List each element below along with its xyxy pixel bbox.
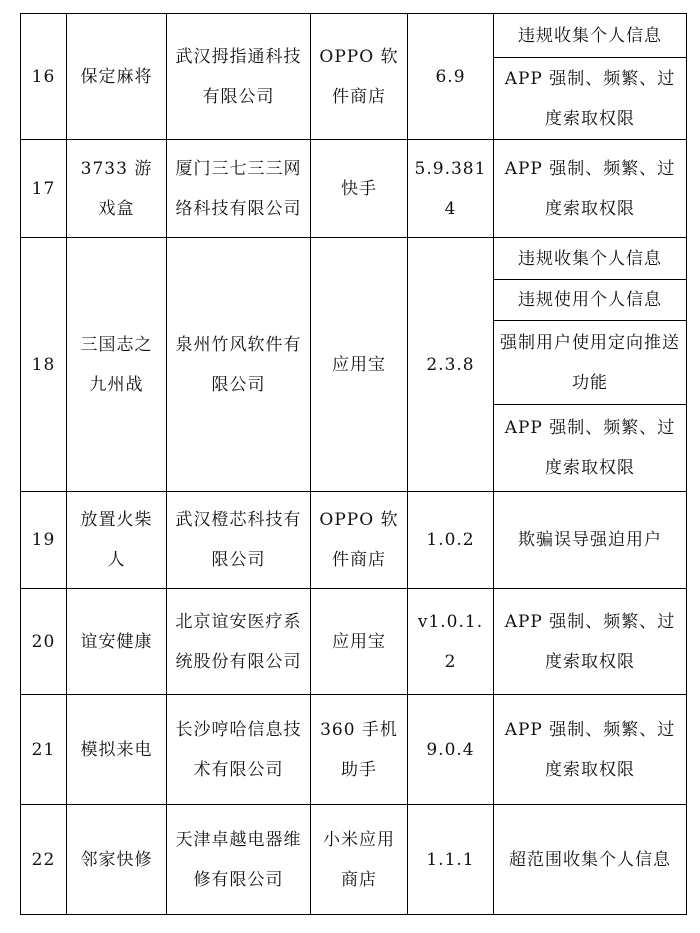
table-row xyxy=(21,805,687,915)
app-violation-table-container xyxy=(20,13,687,915)
version-cell: 5.9.3814 xyxy=(408,140,494,238)
store-cell: OPPO 软件商店 xyxy=(311,14,408,140)
company-cell: 北京谊安医疗系统股份有限公司 xyxy=(167,589,311,695)
store-cell: 应用宝 xyxy=(311,238,408,492)
company-cell: 武汉拇指通科技有限公司 xyxy=(167,14,311,140)
app-violation-table xyxy=(20,13,687,915)
issue-cell: 强制用户使用定向推送功能 xyxy=(494,321,687,405)
app-name-cell: 保定麻将 xyxy=(67,14,167,140)
issue-cell: 超范围收集个人信息 xyxy=(494,805,687,915)
store-cell: 应用宝 xyxy=(311,589,408,695)
table-row xyxy=(21,14,687,58)
version-cell: 2.3.8 xyxy=(408,238,494,492)
store-cell: 360 手机助手 xyxy=(311,695,408,805)
store-cell: OPPO 软件商店 xyxy=(311,492,408,589)
issue-cell: 违规收集个人信息 xyxy=(494,238,687,280)
version-cell: v1.0.1.2 xyxy=(408,589,494,695)
row-number-cell: 21 xyxy=(21,695,67,805)
row-number-cell: 22 xyxy=(21,805,67,915)
app-name-cell: 3733 游戏盒 xyxy=(67,140,167,238)
version-cell: 6.9 xyxy=(408,14,494,140)
app-name-cell: 三国志之九州战 xyxy=(67,238,167,492)
company-cell: 泉州竹风软件有限公司 xyxy=(167,238,311,492)
table-row xyxy=(21,492,687,589)
app-name-cell: 邻家快修 xyxy=(67,805,167,915)
app-name-cell: 谊安健康 xyxy=(67,589,167,695)
issue-cell: 违规收集个人信息 xyxy=(494,14,687,58)
version-cell: 1.0.2 xyxy=(408,492,494,589)
issue-cell: APP 强制、频繁、过度索取权限 xyxy=(494,695,687,805)
table-row xyxy=(21,238,687,280)
issue-cell: APP 强制、频繁、过度索取权限 xyxy=(494,589,687,695)
table-row xyxy=(21,140,687,238)
issue-cell: 违规使用个人信息 xyxy=(494,280,687,321)
row-number-cell: 19 xyxy=(21,492,67,589)
issue-cell: APP 强制、频繁、过度索取权限 xyxy=(494,140,687,238)
version-cell: 1.1.1 xyxy=(408,805,494,915)
row-number-cell: 20 xyxy=(21,589,67,695)
row-number-cell: 16 xyxy=(21,14,67,140)
app-name-cell: 模拟来电 xyxy=(67,695,167,805)
company-cell: 厦门三七三三网络科技有限公司 xyxy=(167,140,311,238)
company-cell: 武汉橙芯科技有限公司 xyxy=(167,492,311,589)
table-row xyxy=(21,589,687,695)
version-cell: 9.0.4 xyxy=(408,695,494,805)
company-cell: 天津卓越电器维修有限公司 xyxy=(167,805,311,915)
store-cell: 快手 xyxy=(311,140,408,238)
issue-cell: APP 强制、频繁、过度索取权限 xyxy=(494,58,687,140)
company-cell: 长沙哼哈信息技术有限公司 xyxy=(167,695,311,805)
row-number-cell: 18 xyxy=(21,238,67,492)
app-name-cell: 放置火柴人 xyxy=(67,492,167,589)
store-cell: 小米应用商店 xyxy=(311,805,408,915)
table-row xyxy=(21,695,687,805)
row-number-cell: 17 xyxy=(21,140,67,238)
issue-cell: APP 强制、频繁、过度索取权限 xyxy=(494,405,687,492)
issue-cell: 欺骗误导强迫用户 xyxy=(494,492,687,589)
